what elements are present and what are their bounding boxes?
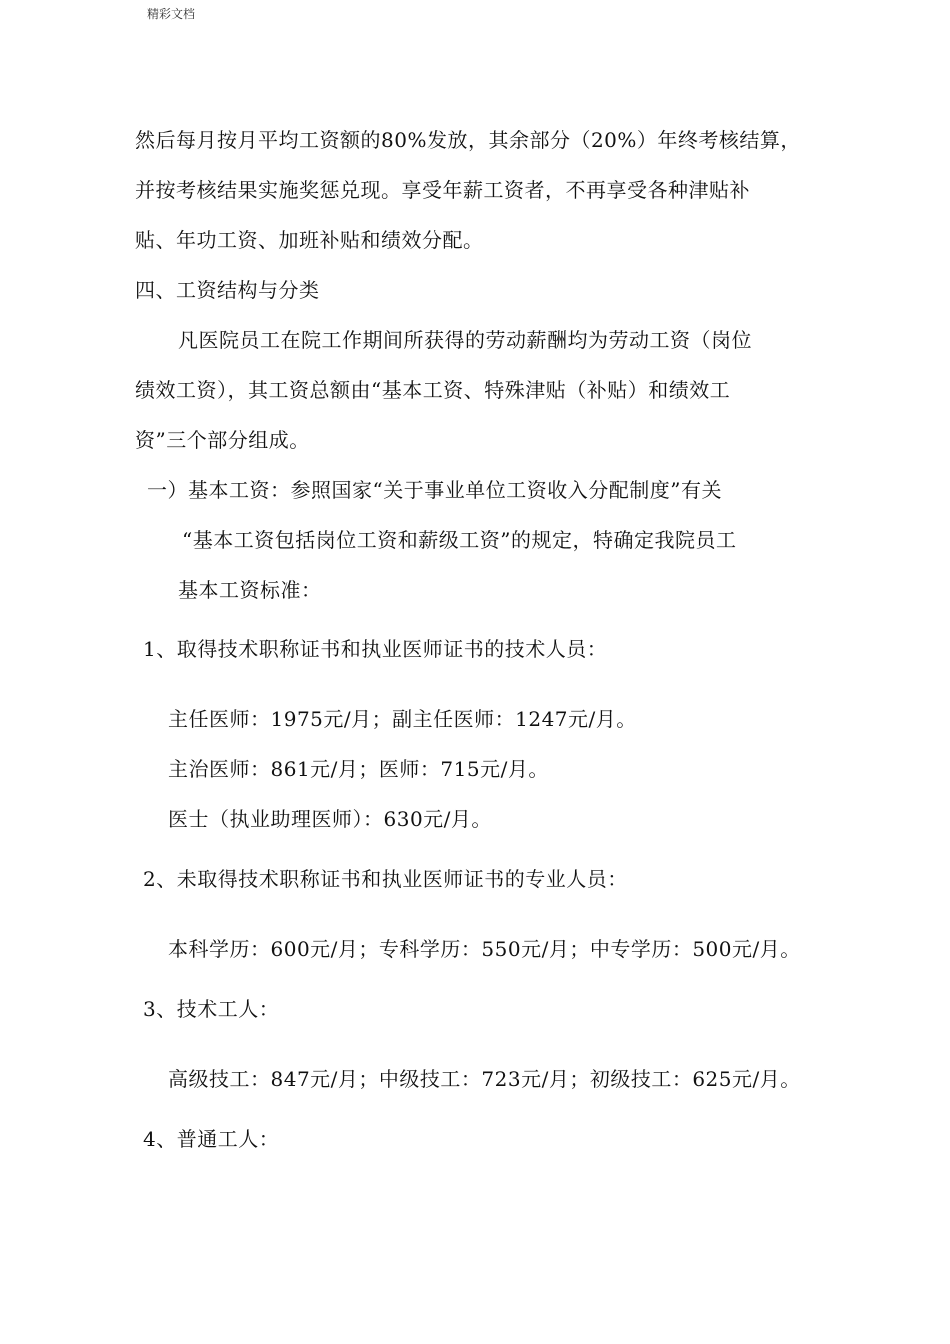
header-mark: 精彩文档 xyxy=(147,7,196,21)
list-item-line: 医士（执业助理医师）：630元/月。 xyxy=(168,807,492,831)
list-item-title: 4、普通工人： xyxy=(143,1127,280,1151)
paragraph-line: 凡医院员工在院工作期间所获得的劳动薪酬均为劳动工资（岗位 xyxy=(178,328,752,352)
list-item-title: 3、技术工人： xyxy=(143,997,280,1021)
list-item-title: 2、未取得技术职称证书和执业医师证书的专业人员： xyxy=(143,867,628,891)
paragraph-line: 并按考核结果实施奖惩兑现。享受年薪工资者，不再享受各种津贴补 xyxy=(135,178,750,202)
paragraph-line: “基本工资包括岗位工资和薪级工资”的规定，特确定我院员工 xyxy=(182,528,737,552)
paragraph-line: 贴、年功工资、加班补贴和绩效分配。 xyxy=(135,228,484,252)
paragraph-line: 绩效工资），其工资总额由“基本工资、特殊津贴（补贴）和绩效工 xyxy=(135,378,731,402)
paragraph-line: 基本工资标准： xyxy=(178,578,322,602)
list-item-title: 1、取得技术职称证书和执业医师证书的技术人员： xyxy=(143,637,608,661)
section-heading: 四、工资结构与分类 xyxy=(135,278,320,302)
paragraph-line: 然后每月按月平均工资额的80%发放，其余部分（20%）年终考核结算， xyxy=(135,128,801,152)
list-item-line: 本科学历：600元/月；专科学历：550元/月；中专学历：500元/月。 xyxy=(168,937,801,961)
list-item-line: 主任医师：1975元/月；副主任医师：1247元/月。 xyxy=(168,707,637,731)
subsection-heading: 一）基本工资：参照国家“关于事业单位工资收入分配制度”有关 xyxy=(147,478,722,502)
list-item-line: 主治医师：861元/月；医师：715元/月。 xyxy=(168,757,549,781)
list-item-line: 高级技工：847元/月；中级技工：723元/月；初级技工：625元/月。 xyxy=(168,1067,801,1091)
paragraph-line: 资”三个部分组成。 xyxy=(135,428,310,452)
